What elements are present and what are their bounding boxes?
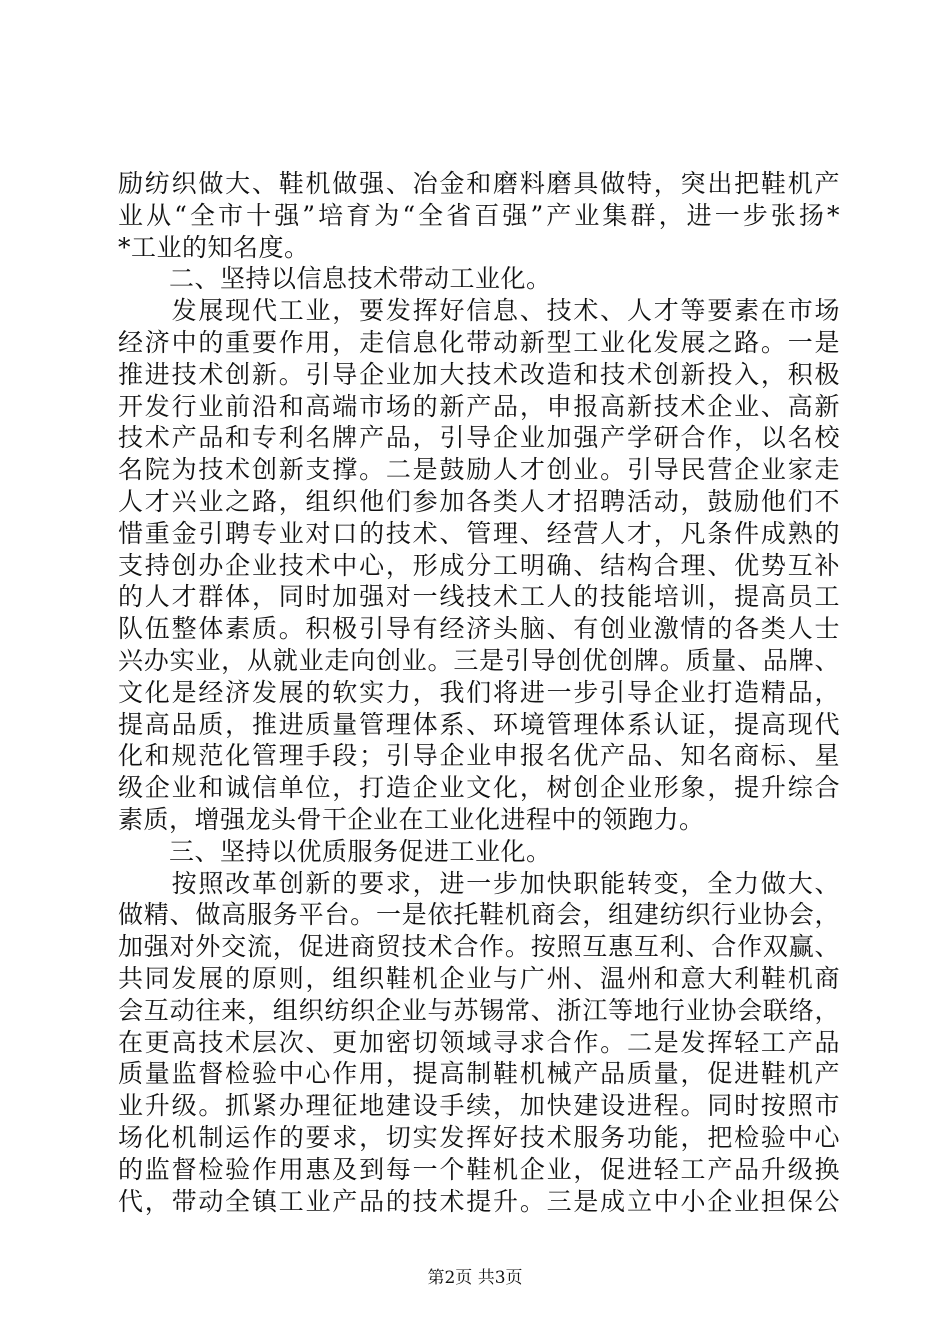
text-line: 惜重金引聘专业对口的技术、管理、经营人才，凡条件成熟的 xyxy=(118,518,840,548)
text-line: 提高品质，推进质量管理体系、环境管理体系认证，提高现代 xyxy=(118,709,840,739)
text-line: 共同发展的原则，组织鞋机企业与广州、温州和意大利鞋机商 xyxy=(118,963,840,993)
text-line: 人才兴业之路，组织他们参加各类人才招聘活动，鼓励他们不 xyxy=(118,486,840,516)
text-line: 质量监督检验中心作用，提高制鞋机械产品质量，促进鞋机产 xyxy=(118,1059,840,1089)
text-line: 技术产品和专利名牌产品，引导企业加强产学研合作，以名校 xyxy=(118,423,840,453)
text-line: 经济中的重要作用，走信息化带动新型工业化发展之路。一是 xyxy=(118,327,840,357)
text-line: 会互动往来，组织纺织企业与苏锡常、浙江等地行业协会联络， xyxy=(118,995,840,1025)
text-line: 业升级。抓紧办理征地建设手续，加快建设进程。同时按照市 xyxy=(118,1091,840,1121)
text-line: 三、坚持以优质服务促进工业化。 xyxy=(118,836,552,866)
page-number: 第2页 共3页 xyxy=(427,1268,523,1288)
text-line: 素质，增强龙头骨干企业在工业化进程中的领跑力。 xyxy=(118,804,705,834)
text-line: 推进技术创新。引导企业加大技术改造和技术创新投入，积极 xyxy=(118,359,840,389)
text-line: 开发行业前沿和高端市场的新产品，申报高新技术企业、高新 xyxy=(118,391,840,421)
text-line: 发展现代工业，要发挥好信息、技术、人才等要素在市场 xyxy=(118,296,840,326)
text-line: 代，带动全镇工业产品的技术提升。三是成立中小企业担保公 xyxy=(118,1186,840,1216)
text-line: 二、坚持以信息技术带动工业化。 xyxy=(118,264,552,294)
text-line: 兴办实业，从就业走向创业。三是引导创优创牌。质量、品牌、 xyxy=(118,645,840,675)
text-line: 做精、做高服务平台。一是依托鞋机商会，组建纺织行业协会， xyxy=(118,900,840,930)
text-line: 化和规范化管理手段；引导企业申报名优产品、知名商标、星 xyxy=(118,741,840,771)
text-line: 在更高技术层次、更加密切领域寻求合作。二是发挥轻工产品 xyxy=(118,1027,840,1057)
document-body xyxy=(118,168,840,1217)
text-line: 的监督检验作用惠及到每一个鞋机企业，促进轻工产品升级换 xyxy=(118,1154,840,1184)
text-line: 场化机制运作的要求，切实发挥好技术服务功能，把检验中心 xyxy=(118,1122,840,1152)
text-line: 加强对外交流，促进商贸技术合作。按照互惠互利、合作双赢、 xyxy=(118,932,840,962)
text-line: 支持创办企业技术中心，形成分工明确、结构合理、优势互补 xyxy=(118,550,840,580)
text-line: 级企业和诚信单位，打造企业文化，树创企业形象，提升综合 xyxy=(118,773,840,803)
text-line: 名院为技术创新支撑。二是鼓励人才创业。引导民营企业家走 xyxy=(118,455,840,485)
text-line: *工业的知名度。 xyxy=(118,232,310,262)
text-line: 文化是经济发展的软实力，我们将进一步引导企业打造精品， xyxy=(118,677,840,707)
text-line: 的人才群体，同时加强对一线技术工人的技能培训，提高员工 xyxy=(118,582,840,612)
text-line: 队伍整体素质。积极引导有经济头脑、有创业激情的各类人士 xyxy=(118,614,840,644)
text-line: 按照改革创新的要求，进一步加快职能转变，全力做大、 xyxy=(118,868,840,898)
page-footer xyxy=(0,1263,950,1288)
text-line: 业从“全市十强”培育为“全省百强”产业集群，进一步张扬* xyxy=(118,200,840,230)
text-line: 励纺织做大、鞋机做强、冶金和磨料磨具做特，突出把鞋机产 xyxy=(118,169,840,198)
